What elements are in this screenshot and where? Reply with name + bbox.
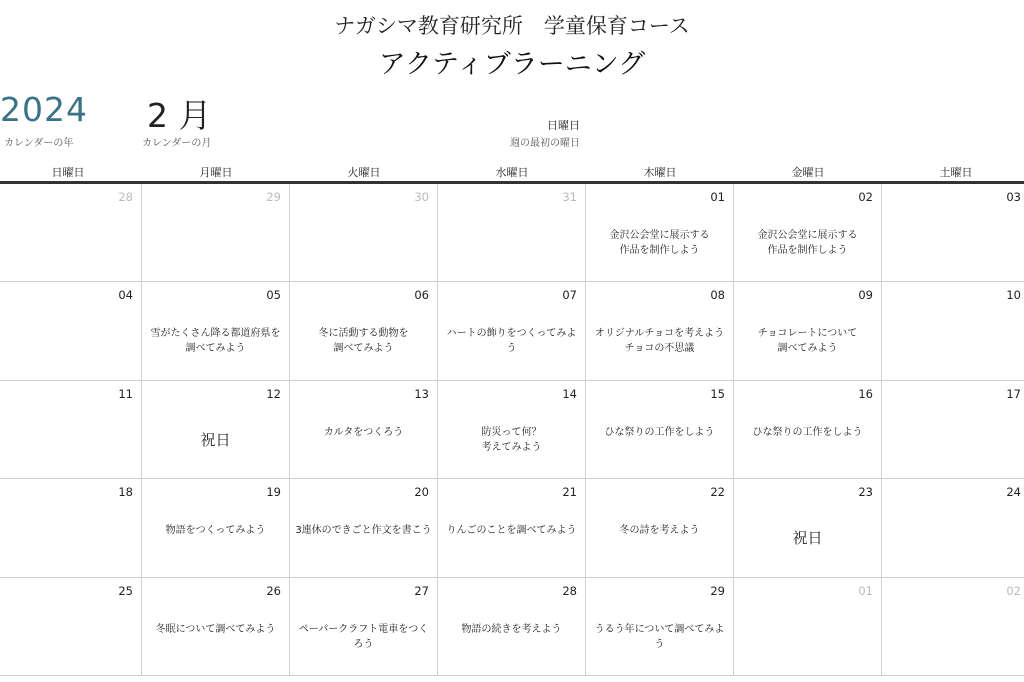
calendar-day-cell[interactable] (882, 578, 1024, 676)
weekday-saturday: 土曜日 (939, 166, 973, 179)
activity-label: 防災って何？ 考えてみよう (481, 426, 542, 453)
day-number: 07 (562, 288, 577, 303)
day-number: 28 (562, 583, 577, 598)
calendar-day-cell[interactable] (290, 184, 438, 282)
day-number: 05 (266, 288, 281, 303)
activity-label: ハートの飾りをつくってみよう (446, 328, 577, 355)
organization-title: ナガシマ教育研究所 学童保育コース (334, 14, 690, 38)
day-number: 25 (118, 583, 133, 598)
calendar-month[interactable]: 2 月 (147, 96, 212, 135)
activity-label: りんごのことを調べてみよう (446, 525, 577, 537)
weekday-header (0, 165, 1024, 184)
calendar-day-cell[interactable] (734, 381, 882, 479)
weekday-tuesday: 火曜日 (347, 166, 381, 179)
calendar-day-cell[interactable] (734, 184, 882, 282)
course-title: アクティブラーニング (378, 49, 646, 80)
day-number: 11 (118, 386, 133, 401)
weekday-thursday: 木曜日 (643, 166, 677, 179)
calendar-day-cell[interactable] (438, 479, 586, 577)
calendar-day-cell[interactable] (142, 381, 290, 479)
activity-label: オリジナルチョコを考えよう チョコの不思議 (594, 328, 725, 355)
day-number: 30 (414, 190, 429, 204)
calendar-day-cell[interactable] (734, 282, 882, 380)
day-number: 04 (118, 288, 133, 303)
calendar-day-cell[interactable] (438, 578, 586, 676)
weekday-sunday: 日曜日 (51, 166, 85, 179)
activity-label: 冬眠について調べてみよう (155, 623, 276, 635)
day-number: 18 (118, 485, 133, 500)
day-number: 19 (266, 485, 281, 500)
activity-label: 金沢公会堂に展示する 作品を制作しよう (609, 230, 710, 256)
day-number: 27 (414, 583, 429, 598)
calendar-day-cell[interactable] (438, 381, 586, 479)
activity-label: 3連休のできごと作文を書こう (295, 525, 432, 537)
activity-label: 雪がたくさん降る都道府県を 調べてみよう (150, 328, 281, 355)
calendar-year-label: カレンダーの年 (4, 138, 74, 149)
activity-label: うるう年について調べてみよう (594, 623, 725, 650)
activity-label: 金沢公会堂に展示する 作品を制作しよう (757, 230, 858, 256)
calendar-day-cell[interactable] (882, 184, 1024, 282)
holiday-label: 祝日 (200, 430, 231, 449)
activity-label: チョコレートについて 調べてみよう (757, 328, 858, 355)
calendar-day-cell[interactable] (0, 578, 142, 676)
day-number: 13 (414, 386, 429, 401)
activity-label: ペーパークラフト電車をつくろう (298, 623, 429, 650)
day-number: 08 (710, 288, 725, 303)
day-number: 09 (858, 288, 873, 303)
calendar-day-cell[interactable] (0, 184, 142, 282)
calendar-day-cell[interactable] (0, 479, 142, 577)
calendar-day-cell[interactable] (290, 578, 438, 676)
calendar-day-cell[interactable] (882, 479, 1024, 577)
calendar-day-cell[interactable] (290, 381, 438, 479)
holiday-label: 祝日 (792, 529, 823, 548)
day-number: 28 (118, 190, 133, 204)
activity-label: ひな祭りの工作をしよう (752, 426, 863, 438)
activity-label: 物語の続きを考えよう (461, 623, 562, 635)
calendar-day-cell[interactable] (438, 184, 586, 282)
calendar-day-cell[interactable] (142, 184, 290, 282)
calendar-day-cell[interactable] (586, 282, 734, 380)
calendar-day-cell[interactable] (290, 282, 438, 380)
activity-label: 冬に活動する動物を 調べてみよう (318, 328, 409, 355)
day-number: 02 (1006, 583, 1021, 598)
weekday-wednesday: 水曜日 (495, 166, 529, 179)
day-number: 16 (858, 386, 873, 401)
calendar-day-cell[interactable] (882, 381, 1024, 479)
weekday-monday: 月曜日 (199, 166, 233, 179)
day-number: 23 (858, 485, 873, 500)
day-number: 31 (562, 190, 577, 204)
calendar-month-label: カレンダーの月 (142, 138, 212, 149)
day-number: 26 (266, 583, 281, 598)
calendar-day-cell[interactable] (586, 479, 734, 577)
week-start-day[interactable]: 日曜日 (547, 119, 580, 132)
calendar-grid (0, 184, 1024, 676)
day-number: 24 (1006, 485, 1021, 500)
day-number: 22 (710, 485, 725, 500)
calendar-day-cell[interactable] (142, 578, 290, 676)
calendar-day-cell[interactable] (882, 282, 1024, 380)
calendar-day-cell[interactable] (142, 282, 290, 380)
calendar-day-cell[interactable] (586, 381, 734, 479)
activity-label: カルタをつくろう (323, 426, 404, 438)
calendar-day-cell[interactable] (0, 381, 142, 479)
activity-label: ひな祭りの工作をしよう (604, 426, 715, 438)
calendar-day-cell[interactable] (142, 479, 290, 577)
day-number: 17 (1006, 386, 1021, 401)
day-number: 01 (858, 583, 873, 598)
week-start-day-label: 週の最初の曜日 (510, 138, 580, 149)
day-number: 15 (710, 386, 725, 401)
calendar-day-cell[interactable] (586, 184, 734, 282)
day-number: 29 (710, 583, 725, 598)
weekday-friday: 金曜日 (791, 166, 825, 179)
day-number: 14 (562, 386, 577, 401)
day-number: 12 (266, 386, 281, 401)
day-number: 29 (266, 190, 281, 204)
calendar-day-cell[interactable] (734, 479, 882, 577)
calendar-day-cell[interactable] (0, 282, 142, 380)
day-number: 21 (562, 485, 577, 500)
calendar-day-cell[interactable] (438, 282, 586, 380)
calendar-year[interactable]: 2024 (0, 90, 88, 129)
activity-label: 冬の詩を考えよう (619, 525, 700, 537)
calendar-day-cell[interactable] (586, 578, 734, 676)
calendar-day-cell[interactable] (290, 479, 438, 577)
day-number: 06 (414, 288, 429, 303)
day-number: 20 (414, 485, 429, 500)
activity-label: 物語をつくってみよう (165, 525, 266, 537)
day-number: 02 (858, 190, 873, 204)
day-number: 01 (710, 190, 725, 204)
day-number: 03 (1006, 190, 1021, 204)
day-number: 10 (1006, 288, 1021, 303)
calendar-day-cell[interactable] (734, 578, 882, 676)
